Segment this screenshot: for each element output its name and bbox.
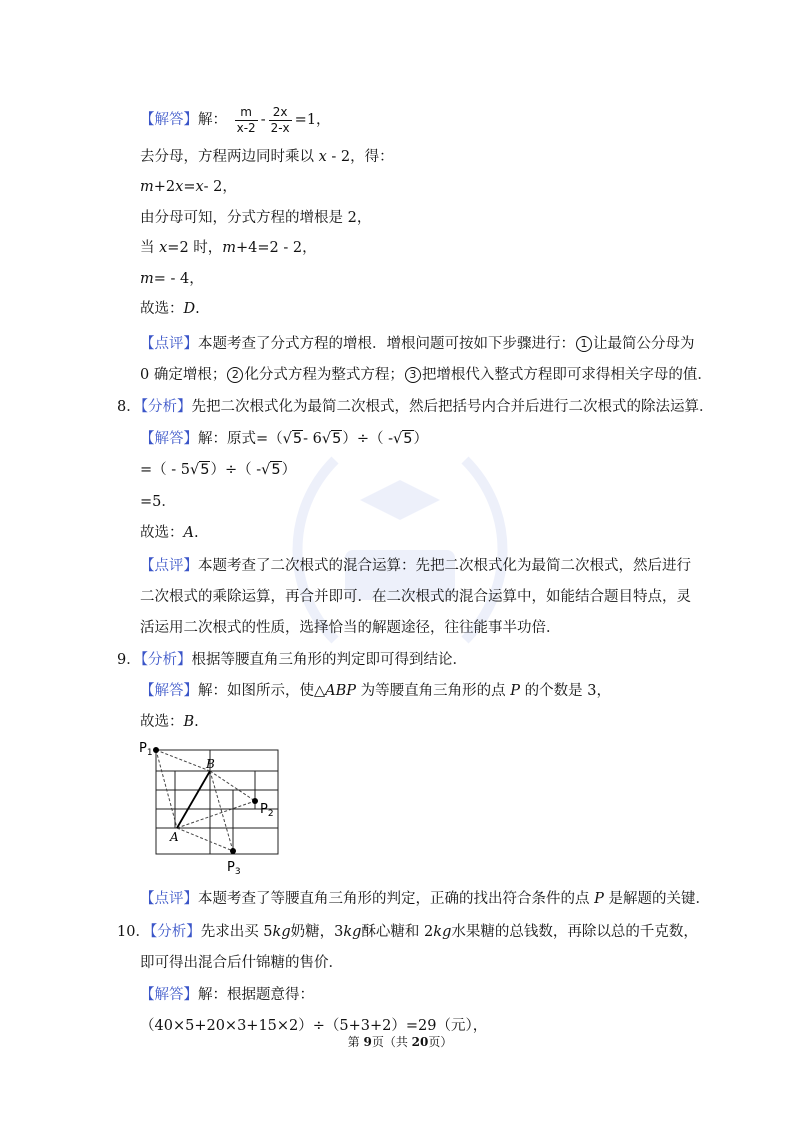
q7-line-6: m= - 4， — [140, 271, 204, 287]
q8-comment-line-1: 【点评】本题考查了二次根式的混合运算：先把二次根式化为最简二次根式，然后进行 — [140, 558, 691, 574]
circled-number-1: 1 — [576, 336, 592, 352]
sqrt-5: √5 — [393, 431, 413, 447]
q10-analysis-line-2: 即可得出混合后什锦糖的售价． — [140, 955, 343, 971]
label-p1: $P_1$ — [139, 741, 153, 758]
comment-tag: 【点评】 — [140, 891, 198, 907]
q9-analysis-line: 9．【分析】根据等腰直角三角形的判定即可得到结论． — [117, 652, 467, 668]
answer-tag: 【解答】 — [140, 112, 198, 128]
q9-comment-line: 【点评】本题考查了等腰直角三角形的判定，正确的找出符合条件的点 P 是解题的关键． — [140, 891, 710, 907]
answer-tag: 【解答】 — [140, 683, 198, 699]
comment-tag: 【点评】 — [140, 558, 198, 574]
q9-line-2: 故选：B. — [140, 714, 199, 730]
grid-triangle-figure — [135, 738, 285, 878]
sqrt-5: √5 — [261, 462, 281, 478]
q8-answer-line-1: 【解答】解：原式=（√5- 6√5）÷（ -√5） — [140, 431, 429, 447]
q8-comment-line-2: 二次根式的乘除运算，再合并即可．在二次根式的混合运算中，如能结合题目特点，灵 — [140, 589, 691, 605]
answer-tag: 【解答】 — [140, 987, 198, 1003]
point-p2 — [252, 798, 258, 804]
q7-comment-line-2: 0 确定增根； 2 化分式方程为整式方程； 3 把增根代入整式方程即可求得相关字母的值． — [140, 367, 712, 383]
circled-number-3: 3 — [405, 367, 421, 383]
sqrt-5: √5 — [321, 431, 342, 447]
q10-analysis-line-1: 10．【分析】先求出买 5kg奶糖，3kg酥心糖和 2kg水果糖的总钱数，再除以总的千克数， — [117, 924, 698, 940]
q7-line-3: m+2x=x- 2， — [140, 179, 237, 195]
q8-line-2: =（ - 5√5）÷（ -√5） — [140, 462, 297, 478]
q8-line-4: 故选：A. — [140, 525, 199, 541]
q9-answer-line-1: 【解答】解：如图所示，使△ABP 为等腰直角三角形的点 P 的个数是 3， — [140, 683, 611, 699]
comment-tag: 【点评】 — [140, 336, 198, 352]
answer-tag: 【解答】 — [140, 431, 198, 447]
label-a: A — [170, 830, 179, 844]
page-footer: 第 9页（共 20页） — [347, 1035, 453, 1049]
analysis-tag: 【分析】 — [149, 924, 201, 940]
sqrt-5: √5 — [282, 431, 303, 447]
analysis-tag: 【分析】 — [140, 652, 192, 668]
q8-comment-line-3: 活运用二次根式的性质，选择恰当的解题途径，往往能事半功倍． — [140, 620, 561, 636]
label-b: B — [206, 757, 215, 771]
sqrt-5: √5 — [190, 462, 210, 478]
q7-line-7: 故选：D. — [140, 301, 200, 317]
label-p2: $P_2$ — [260, 802, 274, 819]
analysis-tag: 【分析】 — [140, 399, 192, 415]
q8-analysis-line: 8．【分析】先把二次根式化为最简二次根式，然后把括号内合并后进行二次根式的除法运算． — [117, 399, 714, 415]
segment-ab — [177, 771, 210, 828]
q7-comment-line-1: 【点评】本题考查了分式方程的增根．增根问题可按如下步骤进行： 1 让最简公分母为 — [140, 336, 695, 352]
page-number: 9 — [363, 1035, 372, 1049]
fraction-2x-over-2-x: $\frac{2x}{2-x}$ — [270, 104, 290, 135]
q10-line-2: （40×5+20×3+15×2）÷（5+3+2）=29（元）， — [140, 1018, 488, 1034]
point-p3 — [230, 848, 236, 854]
q7-line-4: 由分母可知，分式方程的增根是 2， — [140, 210, 372, 226]
fraction-m-over-x-2: $\frac{m}{x-2}$ — [236, 104, 256, 135]
label-p3: $P_3$ — [227, 860, 241, 877]
circled-number-2: 2 — [227, 367, 243, 383]
q8-line-3: =5． — [140, 494, 176, 510]
q10-answer-line-1: 【解答】解：根据题意得： — [140, 987, 314, 1003]
q7-line-5: 当 x=2 时，m+4=2 - 2， — [140, 240, 317, 256]
page-total: 20 — [411, 1035, 429, 1049]
q7-answer-line-1: 【解答】解： $\frac{m}{x-2}$ - $\frac{2x}{2-x}$ =1， — [140, 104, 331, 135]
point-p1 — [153, 747, 159, 753]
q7-line-2: 去分母，方程两边同时乘以 x - 2，得： — [140, 149, 394, 165]
